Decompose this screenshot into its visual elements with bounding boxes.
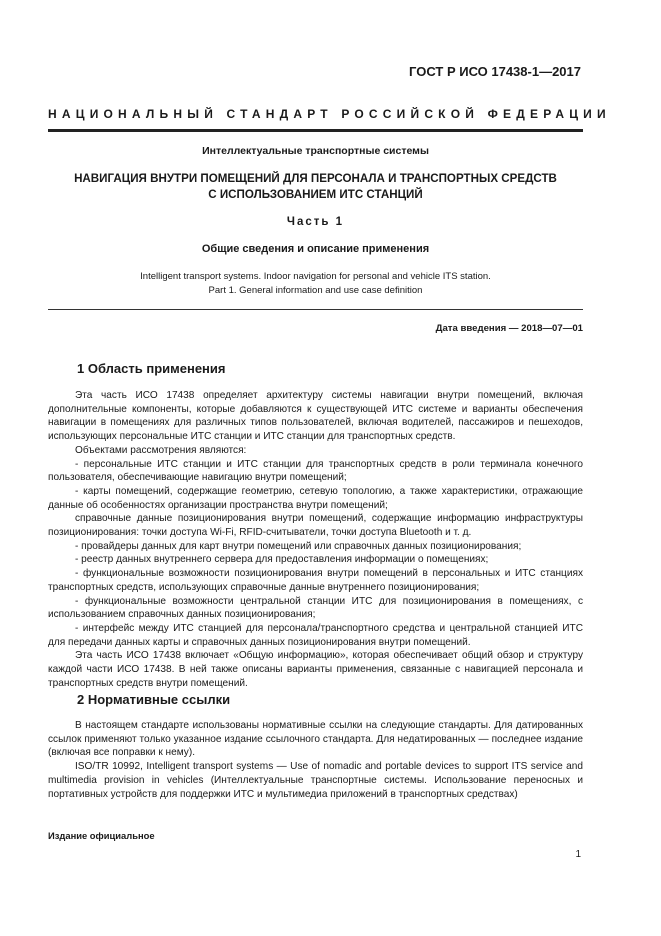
list-item: справочные данные позиционирования внутри помещений, содержащие информацию инфраструктуры позиционирования: точки доступа Wi-Fi, RFID-считыватели, точки доступа Bluetooth и т. д.	[48, 513, 583, 539]
national-standard-banner: НАЦИОНАЛЬНЫЙ СТАНДАРТ РОССИЙСКОЙ ФЕДЕРАЦИИ	[48, 107, 611, 121]
part-label: Часть 1	[286, 216, 345, 228]
section-body	[48, 389, 583, 690]
section-heading: 1 Область применения	[77, 361, 226, 376]
section-body	[48, 719, 583, 801]
header-divider	[48, 129, 583, 132]
english-title-line: Part 1. General information and use case definition	[208, 285, 423, 296]
paragraph: Эта часть ИСО 17438 включает «Общую информацию», которая обеспечивает общий обзор и структуру каждой части ИСО 17438. В ней также описаны варианты применения, связанные с навигацией персонала и транспортных средств внутри помещений.	[48, 650, 583, 689]
paragraph: В настоящем стандарте использованы нормативные ссылки на следующие стандарты. Для датированных ссылок применяют только указанное издание ссылочного стандарта. Для недатированных — последнее издание (включая все поправки к нему).	[48, 720, 583, 759]
document-title	[48, 171, 583, 203]
introduction-date: Дата введения — 2018—07—01	[435, 323, 583, 334]
series-title: Интеллектуальные транспортные системы	[202, 145, 429, 157]
document-title-line: С ИСПОЛЬЗОВАНИЕМ ИТС СТАНЦИЙ	[208, 188, 423, 201]
english-title-line: Intelligent transport systems. Indoor navigation for personal and vehicle ITS station.	[140, 271, 491, 282]
page-number: 1	[575, 849, 581, 860]
paragraph: Объектами рассмотрения являются:	[75, 444, 247, 456]
english-title	[48, 270, 583, 298]
list-item: - персональные ИТС станции и ИТС станции для транспортных средств в роли терминала конечного пользователя, обеспечивающие навигацию внутри помещений;	[48, 458, 583, 484]
list-item: - карты помещений, содержащие геометрию, сетевую топологию, а также характеристики, отражающие данные об особенностях организации пространства внутри помещений;	[48, 485, 583, 511]
list-item: - провайдеры данных для карт внутри помещений или справочных данных позиционирования;	[75, 540, 522, 552]
list-item: - функциональные возможности позиционирования внутри помещений в персональных и ИТС станциях транспортных средств, использующих справочные данные внутреннего позиционирования;	[48, 568, 583, 593]
title-divider	[48, 309, 583, 310]
reference-entry: ISO/TR 10992, Intelligent transport systems — Use of nomadic and portable devices to support ITS service and multimedia provision in vehicles (Интеллектуальные транспортные системы. Использование переносных и портативных устройств для поддержки ИТС и мультимедиа приложений в транспортных средствах)	[48, 761, 583, 800]
section-heading: 2 Нормативные ссылки	[77, 692, 231, 707]
list-item: - интерфейс между ИТС станцией для персонала/транспортного средства и центральной станцией ИТС для передачи данных карты и справочных данных позиционирования внутри помещений.	[48, 622, 583, 648]
document-code: ГОСТ Р ИСО 17438-1—2017	[409, 64, 581, 79]
edition-note: Издание официальное	[48, 830, 155, 841]
document-title-line: НАВИГАЦИЯ ВНУТРИ ПОМЕЩЕНИЙ ДЛЯ ПЕРСОНАЛА И ТРАНСПОРТНЫХ СРЕДСТВ	[74, 172, 557, 185]
part-subtitle: Общие сведения и описание применения	[201, 243, 430, 255]
list-item: - реестр данных внутреннего сервера для предоставления информации о помещениях;	[75, 554, 489, 566]
paragraph: Эта часть ИСО 17438 определяет архитектуру системы навигации внутри помещений, включая дополнительные компоненты, которые добавляются к существующей ИТС системе и варианты обеспечения навигации в помещениях для различных типов пользователей, включая водителей, пассажиров и пешеходов, использующих персональные ИТС станции и ИТС станции для транспортных средств.	[48, 390, 583, 443]
list-item: - функциональные возможности центральной станции ИТС для позиционирования в помещениях, с использованием справочных данных позиционирования;	[48, 595, 583, 621]
